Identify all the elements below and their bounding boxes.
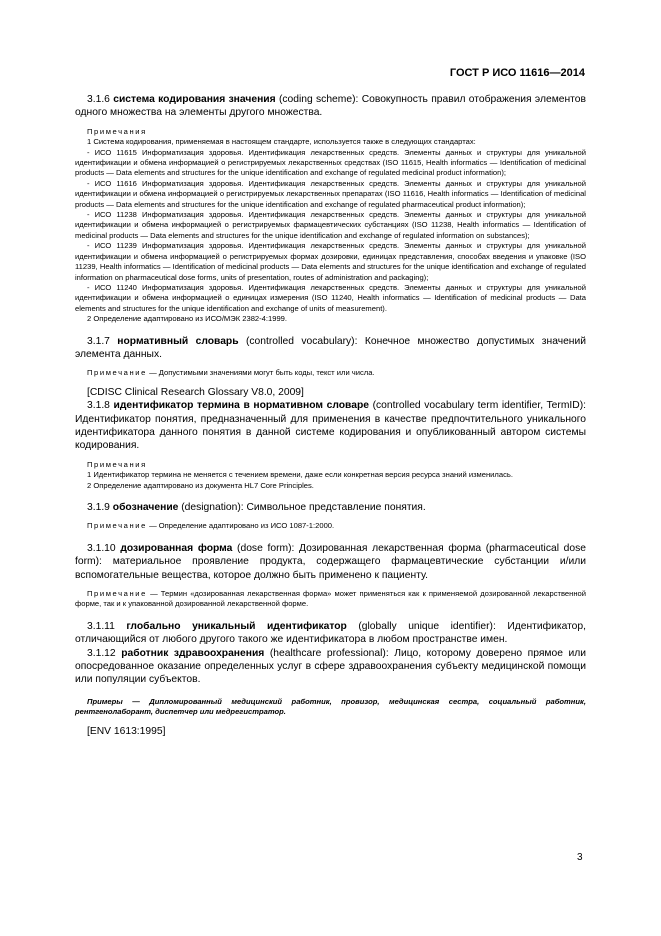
note-single: [75, 368, 586, 378]
examples-note: Примеры — Дипломированный медицинский работник, провизор, медицинская сестра, социальный работник, рентгенолаборант, диспетчер или медрегистратор.: [75, 696, 586, 717]
term-definition: (dose form): Дозированная лекарственная форма (pharmaceutical dose form): материальное проявление продукта, содержащего фармацевтические субстанции и/или вспомогательные вещества, которое должно быть применено к пациенту.: [75, 542, 586, 581]
definition-3-1-8: [75, 399, 586, 453]
term-title: работник здравоохранения: [121, 647, 265, 659]
note-label: Примечание: [87, 368, 147, 378]
standard-header: ГОСТ Р ИСО 11616—2014: [449, 67, 585, 79]
reference-env: [ENV 1613:1995]: [87, 725, 166, 737]
note-item: 1 Система кодирования, применяемая в настоящем стандарте, используется также в следующих стандартах:: [87, 137, 476, 147]
term-definition: (coding scheme): Совокупность правил отображения элементов одного множества на элементы другого множества.: [75, 94, 586, 119]
definition-3-1-10: [75, 542, 586, 582]
term-title: глобально уникальный идентификатор: [126, 620, 347, 632]
term-number: 3.1.9: [87, 502, 110, 513]
note-item: - ИСО 11240 Информатизация здоровья. Идентификация лекарственных средств. Элементы данных и структуры для уникальной идентификации и обмена информацией о единицах измерения (ISO 11240, Health informatics — Identification of medicinal products — Data elements and structures for the unique identification and exchange of units of measurement).: [75, 282, 586, 313]
term-number: 3.1.12: [87, 647, 116, 659]
page-number: 3: [577, 852, 583, 863]
note-item: 1 Идентификатор термина не меняется с течением времени, даже если конкретная версия ресурса знаний изменилась.: [87, 470, 513, 480]
term-definition: (healthcare professional): Лицо, которому доверено прямое или опосредованное оказание определенных услуг в сфере здравоохранения субъекту медицинской помощи или популяции субъектов.: [75, 647, 586, 686]
term-definition: (controlled vocabulary): Конечное множество допустимых значений элемента данных.: [75, 335, 586, 360]
note-label: Примечание: [87, 589, 147, 599]
note-text: — Термин «дозированная лекарственная форма» может применяться как к применяемой дозированной лекарственной форме, так и к упакованной дозированной лекарственной форме.: [75, 589, 586, 609]
note-single: [75, 589, 586, 610]
note-text: — Допустимыми значениями могут быть коды, текст или числа.: [146, 368, 375, 378]
definition-3-1-12: [75, 647, 586, 687]
term-number: 3.1.10: [87, 542, 116, 554]
definition-3-1-7: [75, 335, 586, 362]
term-title: обозначение: [112, 502, 179, 513]
note-single: [75, 521, 586, 531]
definition-3-1-9: [75, 501, 586, 514]
note-item: - ИСО 11616 Информатизация здоровья. Идентификация лекарственных средств. Элементы данных и структуры для уникальной идентификации и обмена информацией о регистрируемых лекарственных препаратах (ISO 11616, Health informatics — Identification of medicinal products — Data elements and structures for the unique identification and exchange of regulated pharmaceutical product information);: [75, 178, 586, 209]
term-title: нормативный словарь: [117, 335, 239, 347]
term-definition: (globally unique identifier): Идентификатор, отличающийся от любого другого такого же идентификатора в любом пространстве имен.: [75, 620, 586, 646]
definition-3-1-6: [75, 93, 586, 120]
note-item: - ИСО 11238 Информатизация здоровья. Идентификация лекарственных средств. Элементы данных и структуры для уникальной идентификации и обмена информацией о регистрируемых фармацевтических субстанциях (ISO 11238, Health informatics — Identification of medicinal products — Data elements and structures for the unique identification and exchange of regulated information on substances);: [75, 210, 586, 240]
page-content: [75, 93, 586, 738]
definition-3-1-11: [75, 620, 586, 647]
term-title: дозированная форма: [120, 542, 233, 554]
term-title: система кодирования значения: [113, 94, 276, 105]
note-item: - ИСО 11239 Информатизация здоровья. Идентификация лекарственных средств. Элементы данных и структуры для уникальной идентификации и обмена информацией о регистрируемых формах дозировки, единицах представления, способах введения и упаковке (ISO 11239, Health informatics — Identification of medicinal products — Data elements and structures for the unique identification and exchange of regulated information on pharmaceutical dose forms, units of presentation, routes of administration and packaging);: [75, 241, 586, 282]
term-number: 3.1.8: [87, 400, 110, 412]
term-number: 3.1.7: [87, 335, 110, 347]
reference-cdisc: [CDISC Clinical Research Glossary V8.0, 2009]: [87, 386, 304, 398]
note-item: 2 Определение адаптировано из документа HL7 Core Principles.: [87, 480, 314, 490]
notes-heading: Примечания: [87, 459, 147, 469]
term-definition: (controlled vocabulary term identifier, TermID): Идентификатор понятия, предназначенный для применения в качестве предпочтительного уникального идентификатора данного понятия в данной системе кодирования и опубликованный автором системы кодирования.: [75, 400, 587, 452]
note-item: 2 Определение адаптировано из ИСО/МЭК 2382-4:1999.: [87, 314, 288, 324]
notes-heading: Примечания: [87, 126, 147, 136]
term-number: 3.1.6: [87, 94, 110, 105]
note-text: — Определение адаптировано из ИСО 1087-1:2000.: [146, 521, 335, 531]
note-label: Примечание: [87, 521, 147, 531]
term-title: идентификатор термина в нормативном словаре: [113, 400, 369, 412]
term-definition: (designation): Символьное представление понятия.: [178, 502, 426, 513]
term-number: 3.1.11: [87, 620, 115, 632]
note-item: - ИСО 11615 Информатизация здоровья. Идентификация лекарственных средств. Элементы данных и структуры для уникальной идентификации и обмена информацией о регистрируемых лекарственных средствах (ISO 11615, Health informatics — Identification of medicinal products — Data elements and structures for the unique identification and exchange of regulated medicinal product information);: [75, 147, 586, 178]
